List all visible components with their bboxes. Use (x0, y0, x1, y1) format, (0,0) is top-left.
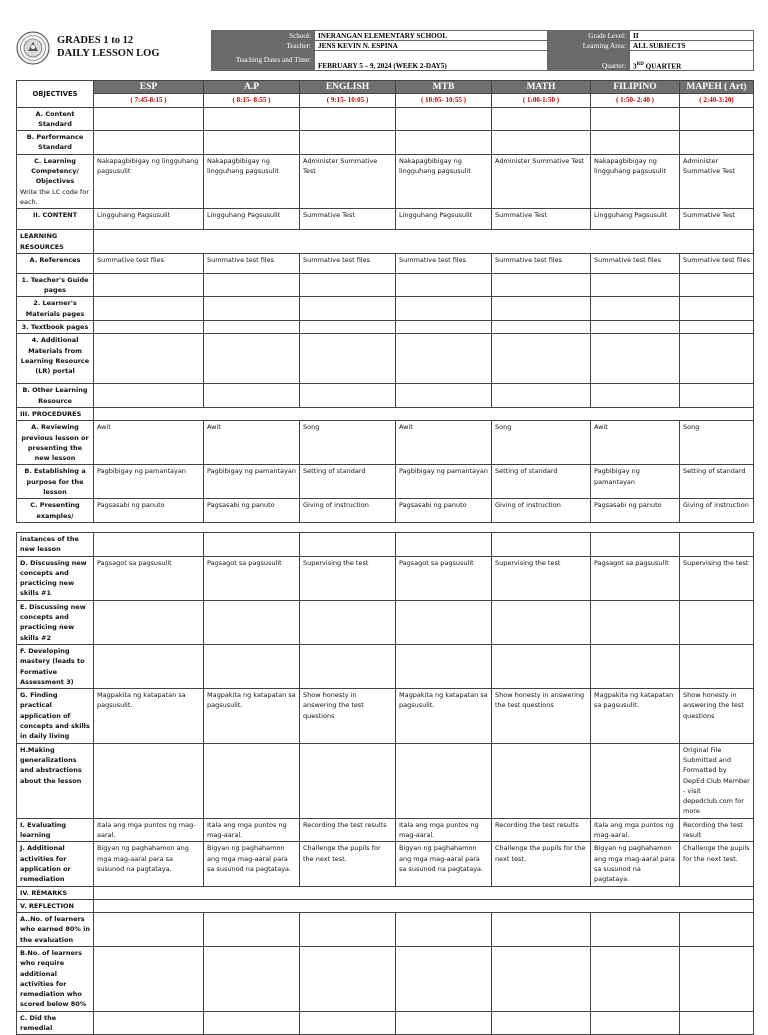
row-label: instances of the new lesson (17, 533, 94, 557)
time-slot: ( 9:15- 10:05 ) (300, 94, 396, 107)
row-label: D. Discussing new concepts and practicing new skills #1 (17, 556, 94, 600)
deped-seal-icon (16, 31, 50, 65)
cell-math: Giving of instruction (492, 499, 591, 523)
cell-filipino (591, 297, 680, 321)
cell-a-p (204, 743, 300, 818)
subject-header: MTB (396, 81, 492, 94)
cell-esp: Nakapagbibigay ng lingguhang pagsusulit (94, 154, 204, 208)
cell-filipino (591, 131, 680, 155)
row-2-learner-s-materials-pages (17, 297, 754, 321)
row-a-references (17, 253, 754, 273)
row-1-teacher-s-guide-pages (17, 273, 754, 297)
cell-english: Recording the test results (300, 818, 396, 842)
info-table-left (211, 30, 548, 71)
cell-english (300, 644, 396, 688)
cell-math (492, 743, 591, 818)
grade-label: Grade Level: (548, 31, 630, 41)
cell-a-p: Pagsagot sa pagsusulit (204, 556, 300, 600)
teacher-value: JENS KEVIN N. ESPINA (315, 41, 548, 51)
cell-mapeh-art (680, 297, 754, 321)
row-a-reviewing-previous-lesson-or-presentin (17, 421, 754, 465)
cell-english (300, 107, 396, 131)
time-slot: ( 8:15- 8:55 ) (204, 94, 300, 107)
cell-mtb (396, 600, 492, 644)
subject-header: MAPEH ( Art) (680, 81, 754, 94)
school-label: School: (212, 31, 315, 41)
row-label: B. Establishing a purpose for the lesson (17, 465, 94, 499)
section-spacer (94, 899, 754, 912)
cell-mtb: Bigyan ng paghahamon ang mga mag-aaral para sa susunod na pagtataya. (396, 842, 492, 886)
area-value: ALL SUBJECTS (630, 41, 754, 51)
cell-a-p (204, 913, 300, 947)
row-a-no-of-learners-who-earned-80-in-the-ev (17, 913, 754, 947)
cell-filipino (591, 600, 680, 644)
row-label: II. CONTENT (17, 209, 94, 230)
cell-english: Supervising the test (300, 556, 396, 600)
row-label: F. Developing mastery (leads to Formative Assessment 3) (17, 644, 94, 688)
cell-filipino (591, 107, 680, 131)
row-b-establishing-a-purpose-for-the-lesson (17, 465, 754, 499)
cell-math: Song (492, 421, 591, 465)
cell-english (300, 533, 396, 557)
cell-mapeh-art (680, 107, 754, 131)
row-label: A. References (17, 253, 94, 273)
cell-mapeh-art (680, 273, 754, 297)
cell-a-p (204, 297, 300, 321)
lesson-log-table-page2 (16, 532, 754, 1035)
cell-filipino: Summative test files (591, 253, 680, 273)
cell-a-p: Pagbibigay ng pamantayan (204, 465, 300, 499)
row-iv-remarks (17, 886, 754, 899)
cell-english (300, 131, 396, 155)
cell-esp: Magpakita ng katapatan sa pagsusulit. (94, 689, 204, 743)
cell-mapeh-art: Original File Submitted and Formatted by DepEd Club Member - visit depedclub.com for more (680, 743, 754, 818)
cell-mapeh-art: Challenge the pupils for the next test. (680, 842, 754, 886)
cell-mtb: Summative test files (396, 253, 492, 273)
cell-esp: Pagbibigay ng pamantayan (94, 465, 204, 499)
row-label: C. Presenting examples/ (17, 499, 94, 523)
row-label: B. Other Learning Resource (17, 384, 94, 408)
cell-mtb: Nakapagbibigay ng lingguhang pagsusulit (396, 154, 492, 208)
cell-math: Recording the test results (492, 818, 591, 842)
cell-mtb: Lingguhang Pagsusulit (396, 209, 492, 230)
cell-math (492, 600, 591, 644)
cell-mapeh-art (680, 384, 754, 408)
row-v-reflection (17, 899, 754, 912)
row-label: H.Making generalizations and abstractions about the lesson (17, 743, 94, 818)
cell-mtb (396, 297, 492, 321)
cell-english (300, 600, 396, 644)
cell-math (492, 1011, 591, 1035)
cell-esp (94, 273, 204, 297)
subject-header: A.P (204, 81, 300, 94)
cell-mtb: Awit (396, 421, 492, 465)
cell-filipino (591, 913, 680, 947)
cell-english (300, 334, 396, 384)
row-label: V. REFLECTION (17, 899, 94, 912)
cell-a-p (204, 273, 300, 297)
row-label: C. Learning Competency/ Objectives Write the LC code for each. (17, 154, 94, 208)
cell-a-p: Bigyan ng paghahamon ang mga mag-aaral para sa susunod na pagtataya. (204, 842, 300, 886)
cell-esp (94, 384, 204, 408)
cell-mapeh-art (680, 644, 754, 688)
cell-mapeh-art (680, 321, 754, 334)
cell-filipino (591, 644, 680, 688)
cell-a-p: Lingguhang Pagsusulit (204, 209, 300, 230)
cell-math (492, 913, 591, 947)
school-value: INERANGAN ELEMENTARY SCHOOL (315, 31, 548, 41)
cell-english: Song (300, 421, 396, 465)
row-b-other-learning-resource (17, 384, 754, 408)
cell-english: Giving of instruction (300, 499, 396, 523)
cell-esp (94, 743, 204, 818)
subject-header: ESP (94, 81, 204, 94)
cell-mapeh-art: Supervising the test (680, 556, 754, 600)
row-label: 4. Additional Materials from Learning Resource (LR) portal (17, 334, 94, 384)
cell-mtb (396, 946, 492, 1011)
cell-filipino (591, 533, 680, 557)
cell-english: Summative test files (300, 253, 396, 273)
time-slot: ( 7:45-8:15 ) (94, 94, 204, 107)
cell-math (492, 946, 591, 1011)
cell-esp (94, 1011, 204, 1035)
cell-filipino: Nakapagbibigay ng lingguhang pagsusulit (591, 154, 680, 208)
cell-math: Show honesty in answering the test questions (492, 689, 591, 743)
cell-mtb (396, 533, 492, 557)
quarter-value: 3RD QUARTER (630, 51, 754, 71)
area-label: Learning Area: (548, 41, 630, 51)
cell-mtb (396, 743, 492, 818)
cell-esp: Awit (94, 421, 204, 465)
cell-math (492, 533, 591, 557)
row-label: A. Content Standard (17, 107, 94, 131)
cell-math (492, 273, 591, 297)
cell-math: Challenge the pupils for the next test. (492, 842, 591, 886)
cell-a-p (204, 334, 300, 384)
subject-header: FILIPINO (591, 81, 680, 94)
cell-esp (94, 334, 204, 384)
dates-value: FEBRUARY 5 – 9, 2024 (WEEK 2-DAY5) (315, 51, 548, 71)
cell-math (492, 321, 591, 334)
lesson-log-table-page1 (16, 80, 754, 523)
cell-mtb (396, 1011, 492, 1035)
cell-english (300, 743, 396, 818)
row-f-developing-mastery-leads-to-formative- (17, 644, 754, 688)
subject-header: MATH (492, 81, 591, 94)
cell-a-p (204, 600, 300, 644)
cell-english (300, 273, 396, 297)
cell-mapeh-art (680, 1011, 754, 1035)
cell-mtb: Itala ang mga puntos ng mag-aaral. (396, 818, 492, 842)
dates-label: Teaching Dates and Time: (212, 51, 315, 71)
cell-esp (94, 644, 204, 688)
cell-english: Challenge the pupils for the next test. (300, 842, 396, 886)
cell-a-p (204, 1011, 300, 1035)
cell-math (492, 297, 591, 321)
cell-mtb (396, 913, 492, 947)
row-b-performance-standard (17, 131, 754, 155)
row-label: B. Performance Standard (17, 131, 94, 155)
cell-english (300, 297, 396, 321)
cell-esp: Itala ang mga puntos ng mag-aaral. (94, 818, 204, 842)
cell-english: Setting of standard (300, 465, 396, 499)
cell-esp (94, 321, 204, 334)
cell-mtb (396, 384, 492, 408)
cell-a-p (204, 946, 300, 1011)
cell-mtb (396, 644, 492, 688)
cell-math (492, 334, 591, 384)
cell-a-p: Pagsasabi ng panuto (204, 499, 300, 523)
time-slot: ( 10:05- 10:55 ) (396, 94, 492, 107)
cell-mapeh-art (680, 334, 754, 384)
row-label: A..No. of learners who earned 80% in the evaluation (17, 913, 94, 947)
row-label: A. Reviewing previous lesson or presenting the new lesson (17, 421, 94, 465)
cell-filipino: Itala ang mga puntos ng mag-aaral. (591, 818, 680, 842)
cell-filipino (591, 1011, 680, 1035)
cell-math (492, 384, 591, 408)
cell-filipino (591, 334, 680, 384)
teacher-label: Teacher: (212, 41, 315, 51)
cell-a-p (204, 644, 300, 688)
cell-esp: Pagsagot sa pagsusulit (94, 556, 204, 600)
row-label: LEARNING RESOURCES (17, 230, 94, 254)
cell-filipino: Magpakita ng katapatan sa pagsusulit. (591, 689, 680, 743)
cell-math: Administer Summative Test (492, 154, 591, 208)
cell-mapeh-art: Setting of standard (680, 465, 754, 499)
row-h-making-generalizations-and-abstraction (17, 743, 754, 818)
row-c-presenting-examples (17, 499, 754, 523)
cell-mtb: Pagsasabi ng panuto (396, 499, 492, 523)
row-label: 2. Learner's Materials pages (17, 297, 94, 321)
subject-header: ENGLISH (300, 81, 396, 94)
cell-mtb (396, 321, 492, 334)
row-label: J. Additional activities for application or remediation (17, 842, 94, 886)
row-3-textbook-pages (17, 321, 754, 334)
row-sublabel: Write the LC code for each. (20, 187, 89, 206)
row-4-additional-materials-from-learning-res (17, 334, 754, 384)
row-j-additional-activities-for-application- (17, 842, 754, 886)
cell-a-p (204, 384, 300, 408)
cell-a-p: Awit (204, 421, 300, 465)
cell-math: Summative Test (492, 209, 591, 230)
time-slot: ( 1:00-1:50 ) (492, 94, 591, 107)
cell-english (300, 1011, 396, 1035)
row-instances-of-the-new-lesson (17, 533, 754, 557)
cell-esp: Lingguhang Pagsusulit (94, 209, 204, 230)
cell-mtb (396, 131, 492, 155)
row-b-no-of-learners-who-require-additional- (17, 946, 754, 1011)
cell-math: Summative test files (492, 253, 591, 273)
cell-a-p: Nakapagbibigay ng lingguhang pagsusulit (204, 154, 300, 208)
row-label: I. Evaluating learning (17, 818, 94, 842)
row-label: B.No. of learners who require additional activities for remediation who scored below 80% (17, 946, 94, 1011)
cell-math (492, 107, 591, 131)
time-slot: ( 2:40-3:20) (680, 94, 754, 107)
cell-esp (94, 946, 204, 1011)
cell-math: Setting of standard (492, 465, 591, 499)
cell-math (492, 131, 591, 155)
cell-mtb (396, 107, 492, 131)
time-slot: ( 1:50- 2:40 ) (591, 94, 680, 107)
cell-a-p (204, 533, 300, 557)
cell-math (492, 644, 591, 688)
cell-mtb: Pagbibigay ng pamantayan (396, 465, 492, 499)
cell-a-p (204, 131, 300, 155)
cell-esp: Summative test files (94, 253, 204, 273)
row-iii-procedures (17, 407, 754, 420)
cell-english: Show honesty in answering the test questions (300, 689, 396, 743)
quarter-label: Quarter: (548, 51, 630, 71)
cell-filipino: Awit (591, 421, 680, 465)
cell-a-p (204, 107, 300, 131)
cell-mapeh-art: Summative test files (680, 253, 754, 273)
section-spacer (94, 886, 754, 899)
cell-english (300, 913, 396, 947)
info-table-right (547, 30, 754, 71)
cell-mapeh-art: Giving of instruction (680, 499, 754, 523)
cell-mapeh-art: Recording the test result (680, 818, 754, 842)
cell-esp (94, 533, 204, 557)
section-spacer (94, 230, 754, 254)
cell-mtb: Pagsagot sa pagsusulit (396, 556, 492, 600)
cell-mapeh-art: Administer Summative Test (680, 154, 754, 208)
cell-english: Summative Test (300, 209, 396, 230)
cell-mapeh-art (680, 131, 754, 155)
cell-mapeh-art: Song (680, 421, 754, 465)
cell-mtb (396, 273, 492, 297)
cell-a-p: Summative test files (204, 253, 300, 273)
cell-english: Administer Summative Test (300, 154, 396, 208)
grade-value: II (630, 31, 754, 41)
cell-a-p (204, 321, 300, 334)
cell-esp (94, 131, 204, 155)
objectives-header: OBJECTIVES (17, 81, 94, 108)
row-c-did-the-remedial (17, 1011, 754, 1035)
cell-filipino: Pagsagot sa pagsusulit (591, 556, 680, 600)
cell-filipino (591, 273, 680, 297)
cell-mapeh-art (680, 533, 754, 557)
cell-mapeh-art (680, 946, 754, 1011)
row-a-content-standard (17, 107, 754, 131)
row-e-discussing-new-concepts-and-practicing (17, 600, 754, 644)
cell-math: Supervising the test (492, 556, 591, 600)
cell-filipino (591, 384, 680, 408)
row-label: III. PROCEDURES (17, 407, 94, 420)
cell-esp: Bigyan ng paghahamon ang mga mag-aaral para sa susunod na pagtataya. (94, 842, 204, 886)
cell-mapeh-art: Summative Test (680, 209, 754, 230)
cell-filipino: Bigyan ng paghahamon ang mga mag-aaral para sa susunod na pagtataya. (591, 842, 680, 886)
cell-filipino: Lingguhang Pagsusulit (591, 209, 680, 230)
row-label: 1. Teacher's Guide pages (17, 273, 94, 297)
row-ii-content (17, 209, 754, 230)
cell-filipino: Pagsasabi ng panuto (591, 499, 680, 523)
row-i-evaluating-learning (17, 818, 754, 842)
cell-mapeh-art (680, 600, 754, 644)
row-label: G. Finding practical application of concepts and skills in daily living (17, 689, 94, 743)
cell-esp (94, 600, 204, 644)
row-label: E. Discussing new concepts and practicing new skills #2 (17, 600, 94, 644)
cell-filipino (591, 946, 680, 1011)
cell-esp (94, 913, 204, 947)
cell-english (300, 946, 396, 1011)
cell-filipino: Pagbibigay ng pamantayan (591, 465, 680, 499)
row-label: 3. Textbook pages (17, 321, 94, 334)
row-label: IV. REMARKS (17, 886, 94, 899)
row-d-discussing-new-concepts-and-practicing (17, 556, 754, 600)
cell-a-p: Magpakita ng katapatan sa pagsusulit. (204, 689, 300, 743)
cell-mapeh-art (680, 913, 754, 947)
cell-a-p: Itala ang mga puntos ng mag-aaral. (204, 818, 300, 842)
cell-mtb (396, 334, 492, 384)
cell-esp (94, 297, 204, 321)
cell-mapeh-art: Show honesty in answering the test questions (680, 689, 754, 743)
cell-english (300, 384, 396, 408)
cell-english (300, 321, 396, 334)
row-label: C. Did the remedial (17, 1011, 94, 1035)
document-title: GRADES 1 to 12 DAILY LESSON LOG (57, 35, 160, 59)
cell-esp (94, 107, 204, 131)
row-g-finding-practical-application-of-conce (17, 689, 754, 743)
row-c-learning-competency-objectives (17, 154, 754, 208)
cell-filipino (591, 321, 680, 334)
row-learning-resources (17, 230, 754, 254)
cell-filipino (591, 743, 680, 818)
cell-esp: Pagsasabi ng panuto (94, 499, 204, 523)
section-spacer (94, 407, 754, 420)
cell-mtb: Magpakita ng katapatan sa pagsusulit. (396, 689, 492, 743)
